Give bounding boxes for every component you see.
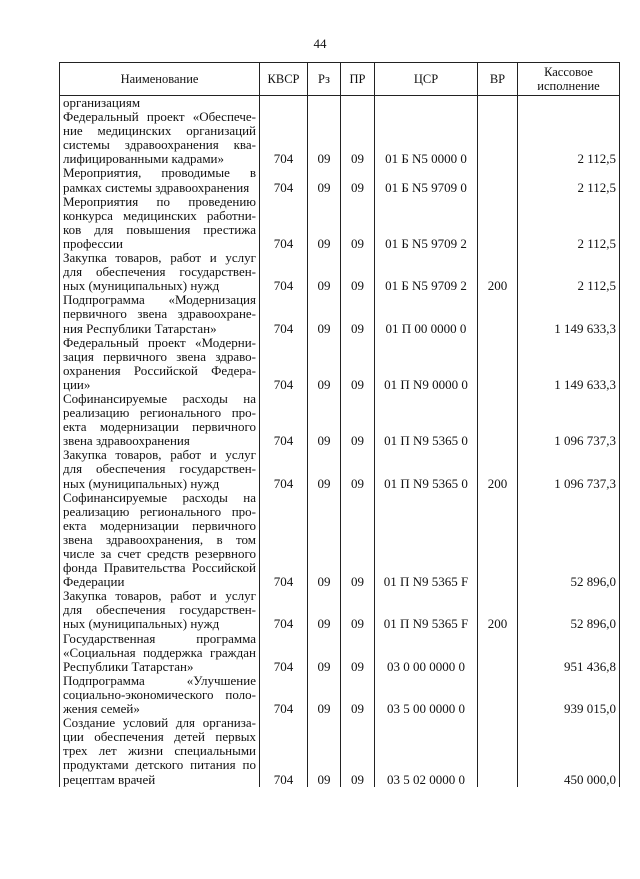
row-kvsr: 704 bbox=[260, 589, 308, 631]
row-kvsr: 704 bbox=[260, 632, 308, 674]
row-name-line: екта модернизации первичного bbox=[63, 419, 256, 435]
row-name-line: продуктами детского питания по bbox=[63, 757, 256, 773]
row-amount: 1 096 737,3 bbox=[518, 448, 620, 490]
row-name-line: ных (муниципальных) нужд bbox=[63, 475, 220, 491]
header-kvsr: КВСР bbox=[260, 63, 308, 96]
row-rz: 09 bbox=[308, 632, 341, 674]
row-name-line: Мероприятия, проводимые в bbox=[63, 165, 256, 181]
row-name-line: Закупка товаров, работ и услуг bbox=[63, 588, 256, 604]
row-pr: 09 bbox=[341, 448, 375, 490]
row-name-line: Федеральный проект «Обеспече- bbox=[63, 109, 256, 125]
row-name-line: системы здравоохранения ква- bbox=[63, 137, 256, 153]
row-pr: 09 bbox=[341, 336, 375, 392]
budget-table bbox=[59, 62, 620, 787]
row-kvsr: 704 bbox=[260, 716, 308, 786]
row-name-line: рецептам врачей bbox=[63, 771, 156, 787]
row-rz: 09 bbox=[308, 166, 341, 194]
row-name bbox=[60, 589, 260, 631]
table-row bbox=[60, 166, 620, 194]
row-name-line: жения семей» bbox=[63, 701, 140, 717]
row-name-line: Федеральный проект «Модерни- bbox=[63, 334, 256, 350]
header-vr: ВР bbox=[478, 63, 518, 96]
row-name-line: ции обеспечения детей первых bbox=[63, 729, 256, 745]
header-amount-line1: Кассовое bbox=[544, 65, 593, 79]
row-rz: 09 bbox=[308, 491, 341, 590]
row-vr bbox=[478, 674, 518, 716]
row-rz: 09 bbox=[308, 336, 341, 392]
table-row bbox=[60, 448, 620, 490]
table-header bbox=[60, 63, 620, 96]
row-pr: 09 bbox=[341, 674, 375, 716]
row-name-line: ние медицинских организаций bbox=[63, 123, 256, 139]
row-rz: 09 bbox=[308, 293, 341, 335]
row-amount: 52 896,0 bbox=[518, 589, 620, 631]
row-name-line: ния Республики Татарстан» bbox=[63, 320, 217, 336]
row-name-line: звена здравоохранения bbox=[63, 433, 190, 449]
row-kvsr: 704 bbox=[260, 251, 308, 293]
row-kvsr: 704 bbox=[260, 448, 308, 490]
row-csr: 03 5 02 0000 0 bbox=[375, 716, 478, 786]
row-kvsr: 704 bbox=[260, 491, 308, 590]
row-amount: 1 149 633,3 bbox=[518, 293, 620, 335]
header-pr: ПР bbox=[341, 63, 375, 96]
row-name-line: лифицированными кадрами» bbox=[63, 151, 225, 167]
row-name bbox=[60, 632, 260, 674]
row-kvsr: 704 bbox=[260, 293, 308, 335]
row-name bbox=[60, 166, 260, 194]
table-row bbox=[60, 392, 620, 448]
row-name-line: Подпрограмма «Улучшение bbox=[63, 672, 256, 688]
row-name bbox=[60, 392, 260, 448]
row-name-line: конкурса медицинских работни- bbox=[63, 207, 256, 223]
row-rz: 09 bbox=[308, 195, 341, 251]
row-name-line: первичного звена здравоохране- bbox=[63, 306, 256, 322]
row-vr bbox=[478, 632, 518, 674]
row-amount: 2 112,5 bbox=[518, 166, 620, 194]
row-name-line: Республики Татарстан» bbox=[63, 658, 194, 674]
row-name bbox=[60, 110, 260, 166]
table-row bbox=[60, 110, 620, 166]
row-name-line: для обеспечения государствен- bbox=[63, 461, 256, 477]
row-amount: 52 896,0 bbox=[518, 491, 620, 590]
row-vr bbox=[478, 336, 518, 392]
row-name bbox=[60, 674, 260, 716]
row-vr bbox=[478, 195, 518, 251]
row-pr: 09 bbox=[341, 716, 375, 786]
row-pr: 09 bbox=[341, 166, 375, 194]
row-csr: 01 П N9 0000 0 bbox=[375, 336, 478, 392]
row-pr: 09 bbox=[341, 491, 375, 590]
row-amount bbox=[518, 96, 620, 111]
row-amount: 939 015,0 bbox=[518, 674, 620, 716]
table-row bbox=[60, 491, 620, 590]
row-pr: 09 bbox=[341, 293, 375, 335]
header-name: Наименование bbox=[60, 63, 260, 96]
table-row bbox=[60, 589, 620, 631]
row-rz: 09 bbox=[308, 251, 341, 293]
row-name bbox=[60, 251, 260, 293]
header-csr: ЦСР bbox=[375, 63, 478, 96]
row-name-line: ных (муниципальных) нужд bbox=[63, 278, 220, 294]
row-name-line: Федерации bbox=[63, 574, 125, 590]
row-kvsr: 704 bbox=[260, 110, 308, 166]
row-amount: 2 112,5 bbox=[518, 195, 620, 251]
row-kvsr: 704 bbox=[260, 392, 308, 448]
row-amount: 450 000,0 bbox=[518, 716, 620, 786]
row-csr bbox=[375, 96, 478, 111]
row-kvsr: 704 bbox=[260, 195, 308, 251]
row-pr: 09 bbox=[341, 392, 375, 448]
row-csr: 01 Б N5 9709 2 bbox=[375, 195, 478, 251]
row-name-line: для обеспечения государствен- bbox=[63, 264, 256, 280]
row-pr: 09 bbox=[341, 632, 375, 674]
row-vr bbox=[478, 166, 518, 194]
row-name-line: ков для повышения престижа bbox=[63, 221, 256, 237]
row-pr: 09 bbox=[341, 195, 375, 251]
row-name-line: ции» bbox=[63, 376, 91, 392]
row-rz: 09 bbox=[308, 674, 341, 716]
row-rz bbox=[308, 96, 341, 111]
table-row bbox=[60, 293, 620, 335]
row-name-line: профессии bbox=[63, 235, 123, 251]
row-pr: 09 bbox=[341, 251, 375, 293]
row-vr: 200 bbox=[478, 448, 518, 490]
table-row bbox=[60, 716, 620, 786]
row-name-line: реализацию регионального про- bbox=[63, 405, 256, 421]
row-kvsr bbox=[260, 96, 308, 111]
row-name bbox=[60, 96, 260, 111]
row-rz: 09 bbox=[308, 110, 341, 166]
header-rz: Рз bbox=[308, 63, 341, 96]
row-csr: 01 Б N5 0000 0 bbox=[375, 110, 478, 166]
row-amount: 2 112,5 bbox=[518, 251, 620, 293]
row-amount: 1 096 737,3 bbox=[518, 392, 620, 448]
row-csr: 01 Б N5 9709 0 bbox=[375, 166, 478, 194]
row-pr bbox=[341, 96, 375, 111]
row-name-line: трех лет жизни специальными bbox=[63, 743, 256, 759]
row-name-line: для обеспечения государствен- bbox=[63, 602, 256, 618]
row-name-line: Государственная программа bbox=[63, 630, 256, 646]
table-row bbox=[60, 195, 620, 251]
row-csr: 01 П N9 5365 0 bbox=[375, 448, 478, 490]
row-pr: 09 bbox=[341, 110, 375, 166]
row-rz: 09 bbox=[308, 589, 341, 631]
row-name bbox=[60, 195, 260, 251]
row-name bbox=[60, 491, 260, 590]
row-name-line: ных (муниципальных) нужд bbox=[63, 616, 220, 632]
row-vr: 200 bbox=[478, 589, 518, 631]
table-row bbox=[60, 336, 620, 392]
row-rz: 09 bbox=[308, 448, 341, 490]
page-number: 44 bbox=[313, 36, 327, 51]
row-csr: 01 П N9 5365 0 bbox=[375, 392, 478, 448]
row-vr: 200 bbox=[478, 251, 518, 293]
row-name-line: реализацию регионального про- bbox=[63, 503, 256, 519]
row-name-line: охранения Российской Федера- bbox=[63, 362, 256, 378]
row-name-line: фонда Правительства Российской bbox=[63, 560, 256, 576]
row-csr: 03 5 00 0000 0 bbox=[375, 674, 478, 716]
header-amount-line2: исполнение bbox=[537, 79, 600, 93]
row-name-line: числе за счет средств резервного bbox=[63, 546, 256, 561]
row-rz: 09 bbox=[308, 392, 341, 448]
table-row bbox=[60, 251, 620, 293]
row-vr bbox=[478, 716, 518, 786]
row-name-line: рамках системы здравоохранения bbox=[63, 179, 250, 195]
row-rz: 09 bbox=[308, 716, 341, 786]
row-vr bbox=[478, 110, 518, 166]
row-vr bbox=[478, 293, 518, 335]
row-pr: 09 bbox=[341, 589, 375, 631]
row-name-line: Мероприятия по проведению bbox=[63, 193, 256, 209]
row-vr bbox=[478, 96, 518, 111]
row-csr: 01 П N9 5365 F bbox=[375, 589, 478, 631]
header-amount bbox=[518, 63, 620, 96]
table-row bbox=[60, 632, 620, 674]
row-name-line: Закупка товаров, работ и услуг bbox=[63, 250, 256, 266]
row-name-line: организациям bbox=[63, 95, 141, 110]
row-csr: 01 П N9 5365 F bbox=[375, 491, 478, 590]
row-kvsr: 704 bbox=[260, 674, 308, 716]
table-body bbox=[60, 96, 620, 787]
row-name bbox=[60, 336, 260, 392]
row-name bbox=[60, 716, 260, 786]
row-csr: 03 0 00 0000 0 bbox=[375, 632, 478, 674]
row-kvsr: 704 bbox=[260, 336, 308, 392]
row-name-line: Софинансируемые расходы на bbox=[63, 390, 256, 406]
row-name-line: Создание условий для организа- bbox=[63, 715, 256, 731]
row-name-line: звена здравоохранения, в том bbox=[63, 531, 256, 547]
row-name bbox=[60, 293, 260, 335]
row-name-line: зация первичного звена здраво- bbox=[63, 348, 256, 364]
row-name-line: екта модернизации первичного bbox=[63, 517, 256, 533]
row-vr bbox=[478, 392, 518, 448]
row-name-line: Закупка товаров, работ и услуг bbox=[63, 447, 256, 463]
row-name-line: Подпрограмма «Модернизация bbox=[63, 292, 256, 308]
row-vr bbox=[478, 491, 518, 590]
row-name bbox=[60, 448, 260, 490]
row-name-line: «Социальная поддержка граждан bbox=[63, 644, 256, 660]
row-csr: 01 Б N5 9709 2 bbox=[375, 251, 478, 293]
row-csr: 01 П 00 0000 0 bbox=[375, 293, 478, 335]
table-row bbox=[60, 674, 620, 716]
row-name-line: социально-экономического поло- bbox=[63, 686, 256, 702]
table-row bbox=[60, 96, 620, 111]
row-amount: 951 436,8 bbox=[518, 632, 620, 674]
row-amount: 1 149 633,3 bbox=[518, 336, 620, 392]
row-amount: 2 112,5 bbox=[518, 110, 620, 166]
row-name-line: Софинансируемые расходы на bbox=[63, 489, 256, 505]
row-kvsr: 704 bbox=[260, 166, 308, 194]
